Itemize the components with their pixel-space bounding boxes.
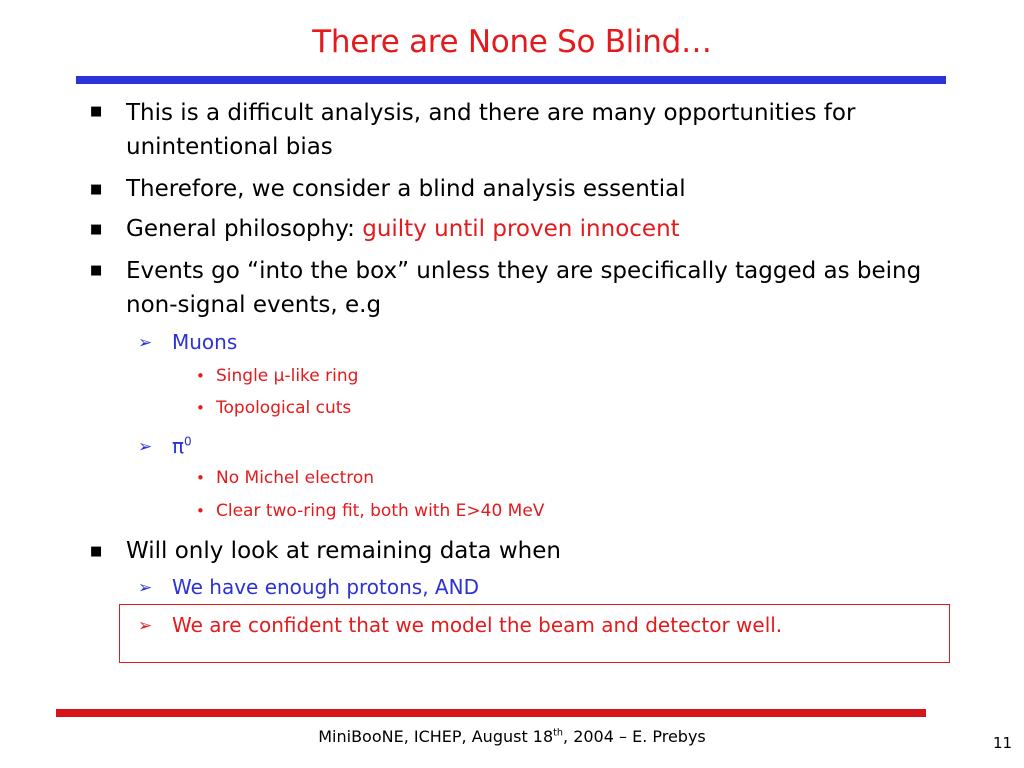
arrow-marker: ➢ xyxy=(138,578,153,598)
bullet-marker: ■ xyxy=(90,544,103,559)
sub-sub-bullet: Single μ-like ring xyxy=(216,366,359,386)
bullet-marker: ■ xyxy=(90,182,103,197)
footer-text: MiniBooNE, ICHEP, August 18 xyxy=(318,727,554,746)
arrow-marker: ➢ xyxy=(138,333,153,353)
bullet-marker: ■ xyxy=(90,222,103,237)
footer xyxy=(0,727,1024,746)
sub-bullet-pi0 xyxy=(172,434,192,458)
pi-symbol: π xyxy=(172,434,185,458)
dot-marker: • xyxy=(196,502,205,520)
bullet-marker: ■ xyxy=(90,104,103,119)
bullet-prefix: General philosophy: xyxy=(126,216,363,242)
slide-title: There are None So Blind… xyxy=(312,24,712,60)
condition-item-highlight: We are confident that we model the beam and detector well. xyxy=(172,613,783,637)
pi-superscript: 0 xyxy=(184,434,192,449)
bullet-text: Events go “into the box” unless they are specifically tagged as being non-signal events, e.g xyxy=(126,258,922,318)
sub-sub-bullet: Topological cuts xyxy=(216,398,352,418)
sub-sub-bullet: Clear two-ring fit, both with E>40 MeV xyxy=(216,501,545,521)
bullet-marker: ■ xyxy=(90,263,103,278)
bullet-highlight: guilty until proven innocent xyxy=(362,216,680,242)
sub-sub-bullet: No Michel electron xyxy=(216,468,375,488)
sub-bullet-muons: Muons xyxy=(172,330,238,354)
dot-marker: • xyxy=(196,367,205,385)
bullet-text: This is a difficult analysis, and there are many opportunities for unintentional bias xyxy=(126,100,856,160)
dot-marker: • xyxy=(196,399,205,417)
condition-item: We have enough protons, AND xyxy=(172,575,479,599)
bullet-text: Therefore, we consider a blind analysis essential xyxy=(126,176,686,202)
arrow-marker: ➢ xyxy=(138,437,153,457)
bullet-text xyxy=(126,212,946,246)
dot-marker: • xyxy=(196,469,205,487)
footer-superscript: th xyxy=(553,727,564,739)
page-number: 11 xyxy=(993,734,1013,752)
title-underline xyxy=(76,76,946,84)
footer-rule xyxy=(56,709,926,717)
footer-text-end: , 2004 – E. Prebys xyxy=(563,727,706,746)
bullet-text: Will only look at remaining data when xyxy=(126,538,561,564)
arrow-marker: ➢ xyxy=(138,616,153,636)
